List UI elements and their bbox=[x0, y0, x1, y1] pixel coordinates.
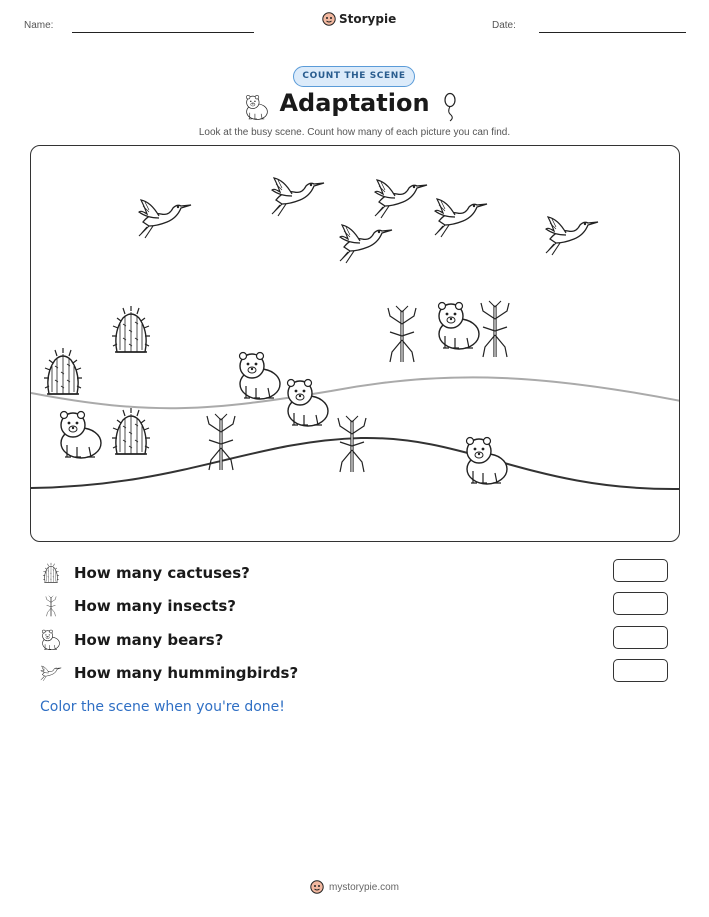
name-label: Name: bbox=[24, 20, 54, 31]
insect-2 bbox=[481, 301, 509, 357]
page-title: Adaptation bbox=[279, 89, 430, 117]
answer-box-hummingbirds[interactable] bbox=[613, 659, 668, 682]
insect-1 bbox=[388, 306, 416, 362]
instructions: Look at the busy scene. Count how many of each picture you can find. bbox=[198, 127, 511, 138]
answer-box-insects[interactable] bbox=[613, 592, 668, 615]
footer-url[interactable]: mystorypie.com bbox=[328, 881, 399, 893]
bear-2 bbox=[288, 380, 329, 427]
hummingbird-icon bbox=[40, 662, 62, 684]
insect-3 bbox=[207, 414, 235, 470]
hummingbird-3 bbox=[375, 180, 427, 218]
footer bbox=[0, 880, 709, 894]
question-text: How many bears? bbox=[74, 631, 224, 649]
question-text: How many cactuses? bbox=[74, 564, 250, 582]
answer-box-bears[interactable] bbox=[613, 626, 668, 649]
scene-panel[interactable] bbox=[30, 145, 680, 542]
bear-4 bbox=[61, 412, 102, 459]
question-row bbox=[40, 661, 298, 685]
count-the-scene-badge: COUNT THE SCENE bbox=[293, 66, 415, 87]
date-line[interactable] bbox=[539, 32, 686, 33]
insect-icon bbox=[40, 595, 62, 617]
color-note: Color the scene when you're done! bbox=[40, 699, 285, 715]
question-row bbox=[40, 628, 223, 652]
hill-back bbox=[31, 377, 680, 408]
bear-3 bbox=[439, 303, 480, 350]
question-row bbox=[40, 561, 250, 585]
name-line[interactable] bbox=[72, 32, 254, 33]
hummingbird-4 bbox=[340, 225, 392, 263]
bear-1 bbox=[240, 353, 281, 400]
cactus-1 bbox=[112, 306, 150, 352]
question-text: How many insects? bbox=[74, 597, 236, 615]
question-text: How many hummingbirds? bbox=[74, 664, 299, 682]
hummingbird-5 bbox=[435, 199, 487, 237]
cactus-icon bbox=[40, 562, 62, 584]
brand bbox=[322, 12, 396, 26]
storypie-logo-icon bbox=[322, 12, 336, 26]
answer-box-cactuses[interactable] bbox=[613, 559, 668, 582]
cactus-2 bbox=[44, 348, 82, 394]
hummingbird-1 bbox=[139, 200, 191, 238]
bear-5 bbox=[467, 438, 508, 485]
insect-4 bbox=[338, 416, 366, 472]
cactus-3 bbox=[112, 408, 150, 454]
hummingbird-6 bbox=[546, 217, 598, 255]
date-label: Date: bbox=[492, 20, 516, 31]
brand-name: Storypie bbox=[339, 12, 397, 26]
storypie-logo-icon bbox=[310, 880, 324, 894]
balloon-icon bbox=[442, 92, 458, 122]
hummingbird-2 bbox=[272, 178, 324, 216]
bear-icon bbox=[40, 629, 62, 651]
question-row bbox=[40, 594, 236, 618]
